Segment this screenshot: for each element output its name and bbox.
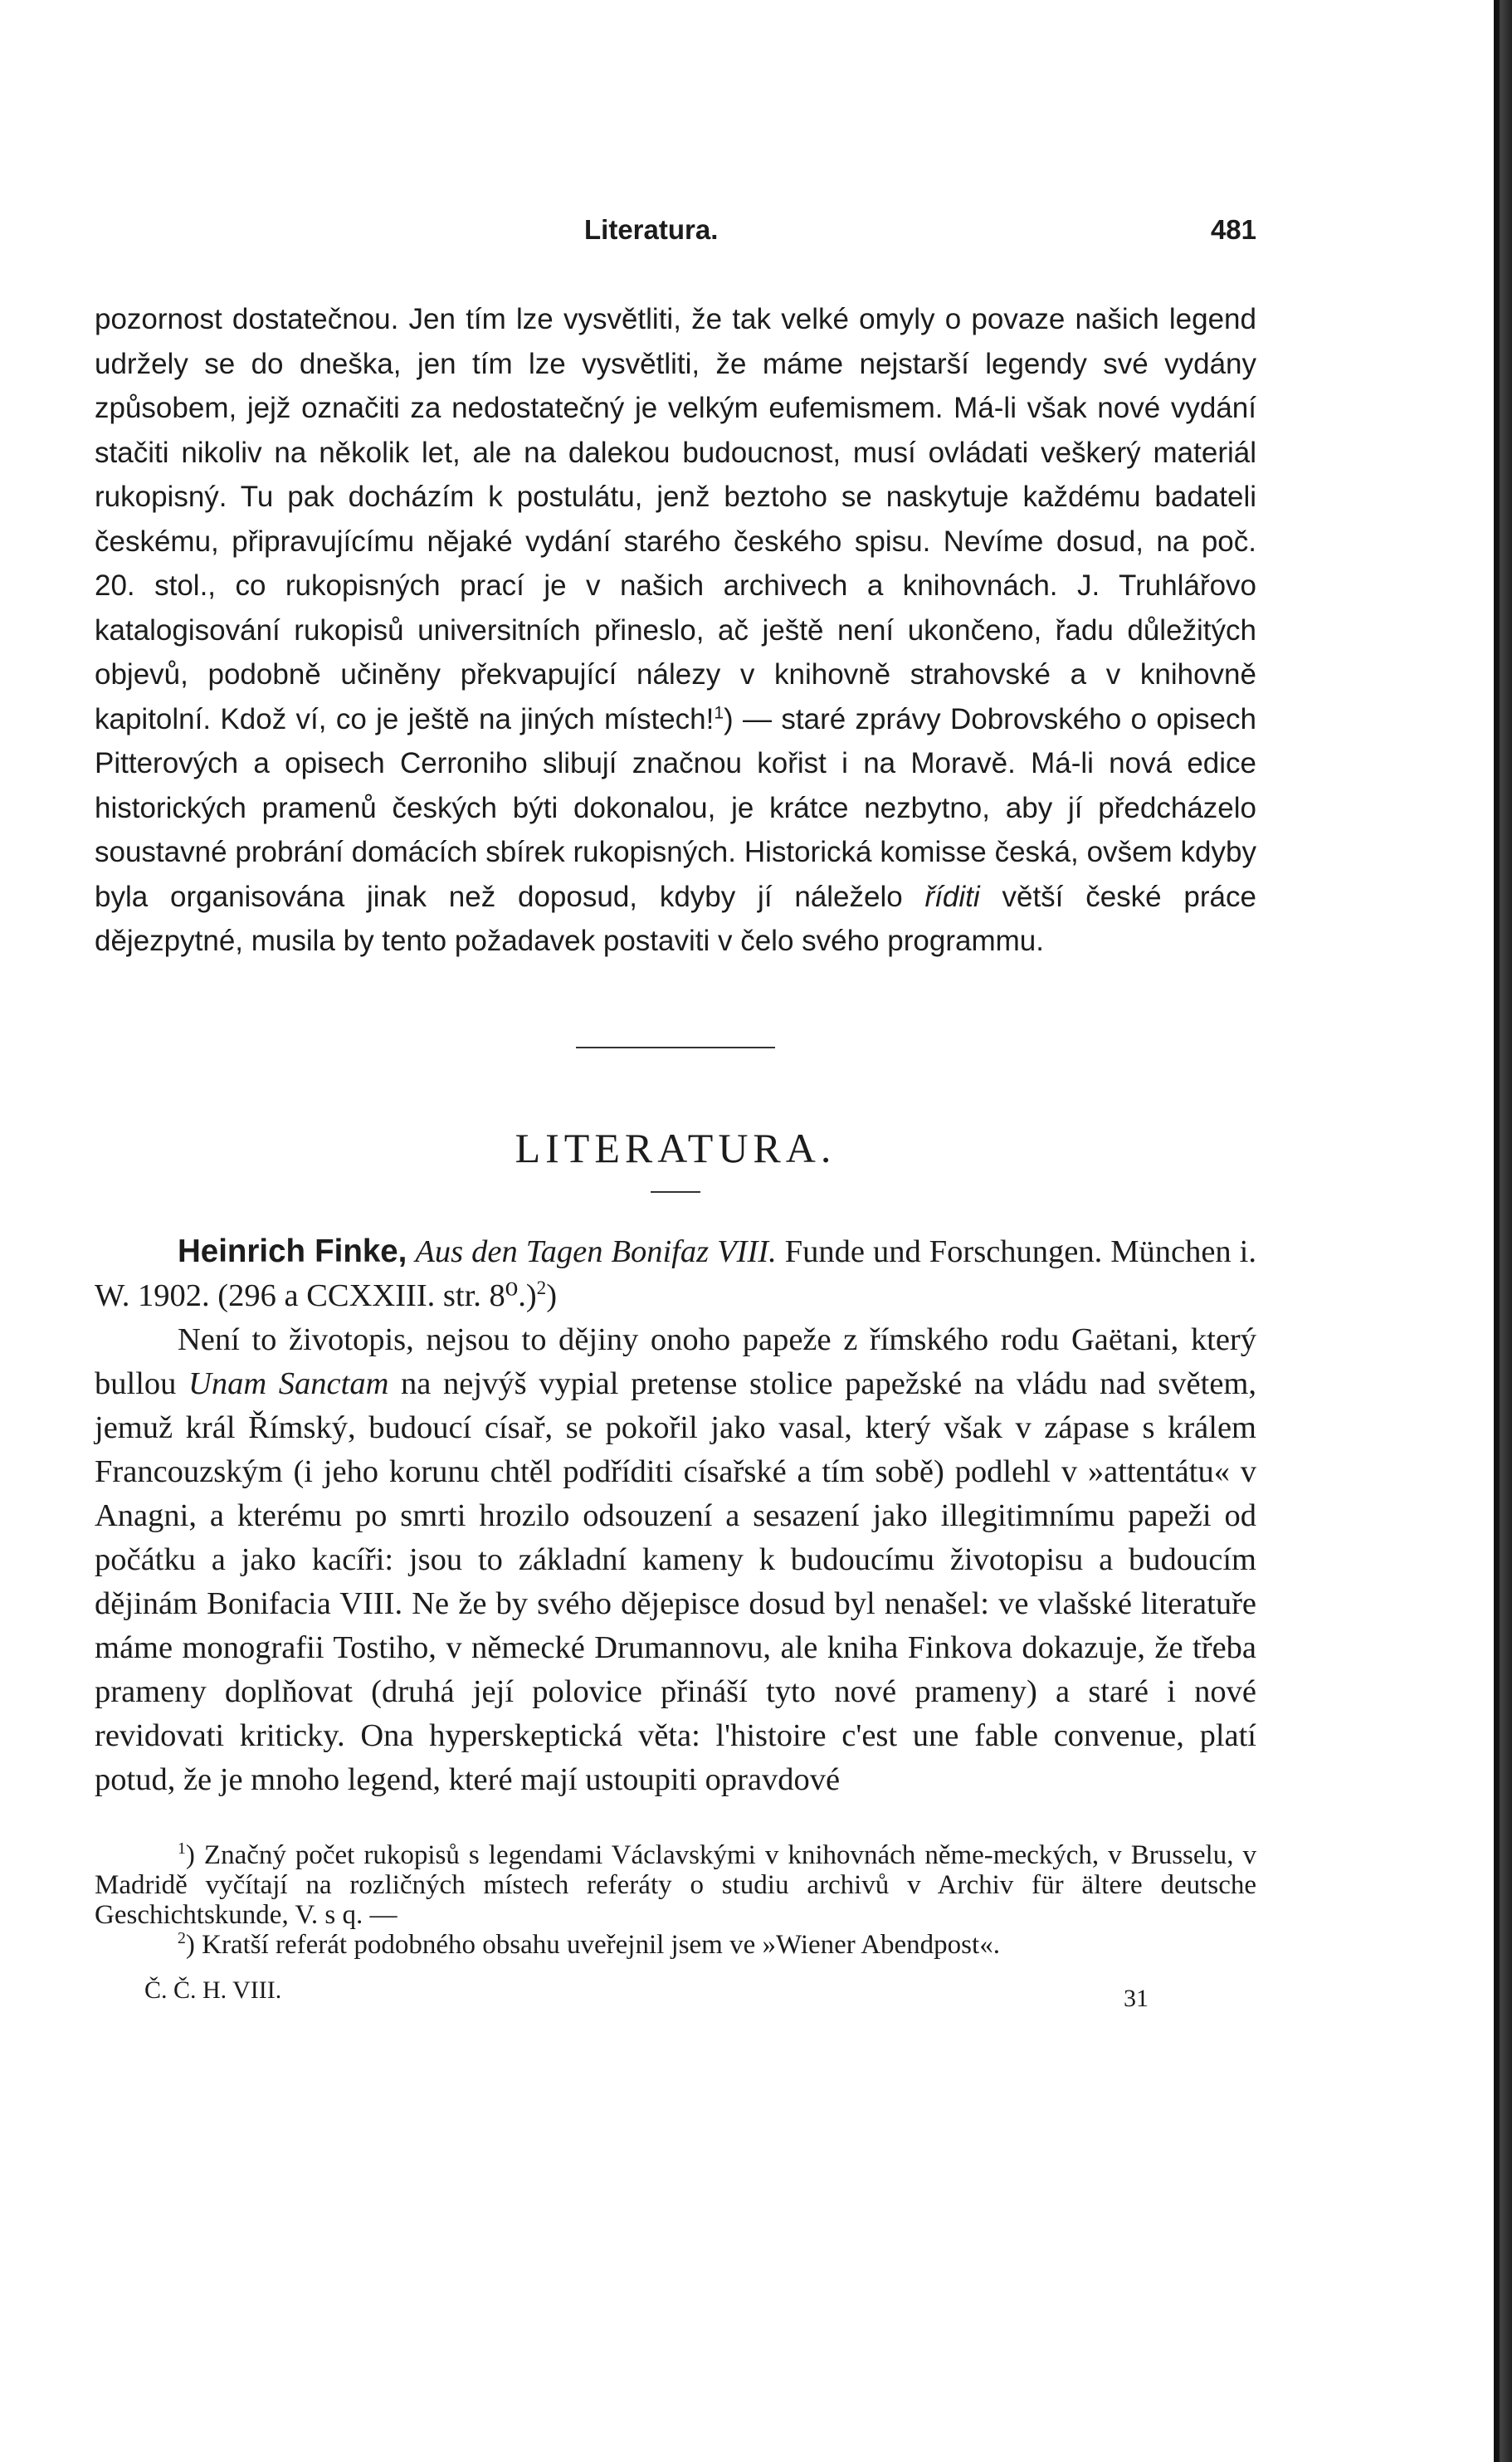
page-footer bbox=[95, 1968, 1256, 2010]
intro-italic: říditi bbox=[924, 880, 980, 913]
section-divider bbox=[576, 1047, 775, 1048]
footnote-mark-2: 2 bbox=[178, 1928, 186, 1947]
heading-rule bbox=[651, 1191, 700, 1193]
review-citation: Heinrich Finke, Aus den Tagen Bonifaz VIII. Funde und Forschungen. München i. W. 1902. (296 a CCXXIII. str. 8⁰.)$^2$) bbox=[95, 1233, 1256, 1313]
intro-text: pozornost dostatečnou. Jen tím lze vysvětliti, že tak velké omyly o povaze našich legend udržely se do dneška, jen tím lze vysvětliti, že máme nejstarší legendy své vydány způsobem, jejž označiti za nedostatečný je velkým eufemismem. Má-li však nové vydání stačiti nikoliv na několik let, ale na dalekou budoucnost, musí ovládati veškerý materiál rukopisný. Tu pak docházím k postulátu, jenž beztoho se naskytuje každému badateli českému, připravujícímu nějaké vydání starého českého spisu. Nevíme dosud, na poč. 20. stol., co rukopisných prací je v našich archivech a knihovnách. J. Truhlářovo katalogisování rukopisů universitních přineslo, ač ještě není ukončeno, řadu důležitých objevů, podobně učiněny překvapující nálezy v knihovně strahovské a v knihovně kapitolní. Kdož ví, co je ještě na jiných místech! bbox=[95, 303, 1256, 735]
footnote-ref-1: 1 bbox=[714, 702, 724, 722]
review-body-part1: Není to životopis, nejsou to dějiny onoho papeže z římského rodu Gaëtani, který bullou bbox=[95, 1321, 1256, 1401]
footnote-2-text: ) Kratší referát podobného obsahu uveřejnil jsem ve »Wiener Abendpost«. bbox=[185, 1929, 1000, 1960]
page-edge-shadow bbox=[1487, 0, 1512, 2462]
review-body bbox=[95, 1318, 1256, 1802]
footnotes bbox=[95, 1840, 1256, 1960]
printer-signature: Č. Č. H. VIII. bbox=[144, 1976, 282, 2004]
review-publication: Funde und Forschungen. München i. W. 1902. (296 a CCXXIII. str. 8⁰.) bbox=[95, 1233, 1256, 1313]
review-body-part2: na nejvýš vypial pretense stolice papežské na vládu nad světem, jemuž král Římský, budoucí císař, se pokořil jako vasal, který však v zápase s králem Francouzským (i jeho korunu chtěl podříditi císařské a tím sobě) podlehl v »attentátu« v Anagni, a kterému po smrti hrozilo odsouzení a sesazení jako illegitimnímu papeži od počátku a jako kacíři: jsou to základní kameny k budoucímu životopisu a budoucím dějinám Bonifacia VIII. Ne že by svého dějepisce dosud byl nenašel: ve vlašské literatuře máme monografii Tostiho, v německé Drumannovu, ale kniha Finkova dokazuje, že třeba prameny doplňovat (druhá její polovice přináší tyto nové prameny) a staré i nové revidovati kriticky. Ona hyperskeptická věta: l'histoire c'est une fable convenue, platí potud, že je mnoho legend, které mají ustoupiti opravdové bbox=[95, 1365, 1256, 1797]
review-author: Heinrich Finke, bbox=[178, 1233, 407, 1269]
footnote-2 bbox=[95, 1930, 1256, 1960]
running-title: Literatura. bbox=[584, 214, 719, 245]
page bbox=[95, 208, 1256, 2010]
review-book-title: Aus den Tagen Bonifaz VIII. bbox=[415, 1233, 777, 1269]
intro-end: větší české práce dějezpytné, musila by tento požadavek postaviti v čelo svého programmu. bbox=[95, 880, 1256, 957]
footnote-1 bbox=[95, 1840, 1256, 1930]
sheet-number: 31 bbox=[1124, 1984, 1149, 2012]
footnote-mark-1: 1 bbox=[178, 1839, 186, 1858]
running-header bbox=[95, 208, 1256, 257]
intro-continuation: — staré zprávy Dobrovského o opisech Pitterových a opisech Cerroniho slibují značnou kořist i na Moravě. Má-li nová edice historických pramenů českých býti dokonalou, je krátce nezbytno, aby jí předcházelo soustavné probrání domácích sbírek rukopisných. Historická komisse česká, ovšem kdyby byla organisována jinak než doposud, kdyby jí náleželo bbox=[95, 702, 1256, 913]
section-heading: LITERATURA. bbox=[515, 1124, 836, 1171]
footnote-ref-2: 2 bbox=[536, 1276, 547, 1298]
intro-paragraph: pozornost dostatečnou. Jen tím lze vysvětliti, že tak velké omyly o povaze našich legend udržely se do dneška, jen tím lze vysvětliti, že máme nejstarší legendy své vydány způsobem, jejž označiti za nedostatečný je velkým eufemismem. Má-li však nové vydání stačiti nikoliv na několik let, ale na dalekou budoucnost, musí ovládati veškerý materiál rukopisný. Tu pak docházím k postulátu, jenž beztoho se naskytuje každému badateli českému, připravujícímu nějaké vydání starého českého spisu. Nevíme dosud, na poč. 20. stol., co rukopisných prací je v našich archivech a knihovnách. J. Truhlářovo katalogisování rukopisů universitních přineslo, ač ještě není ukončeno, řadu důležitých objevů, podobně učiněny překvapující nálezy v knihovně strahovské a v knihovně kapitolní. Kdož ví, co je ještě na jiných místech!$^1$) — staré zprávy Dobrovského o opisech Pitterových a opisech Cerroniho slibují značnou kořist i na Moravě. Má-li nová edice historických pramenů českých býti dokonalou, je krátce nezbytno, aby jí předcházelo soustavné probrání domácích sbírek rukopisných. Historická komisse česká, ovšem kdyby byla organisována jinak než doposud, kdyby jí náleželo říditi větší české práce dějezpytné, musila by tento požadavek postaviti v čelo svého programmu. bbox=[95, 303, 1256, 957]
review-body-italic: Unam Sanctam bbox=[188, 1365, 389, 1401]
footnote-1-text: ) Značný počet rukopisů s legendami Václavskými v knihovnách něme-meckých, v Brusselu, v Madridě vyčítají na rozličných místech referáty o studiu archivů v Archiv für ältere deutsche Geschichtskunde, V. s q. — bbox=[95, 1839, 1256, 1930]
page-number: 481 bbox=[1210, 214, 1256, 245]
